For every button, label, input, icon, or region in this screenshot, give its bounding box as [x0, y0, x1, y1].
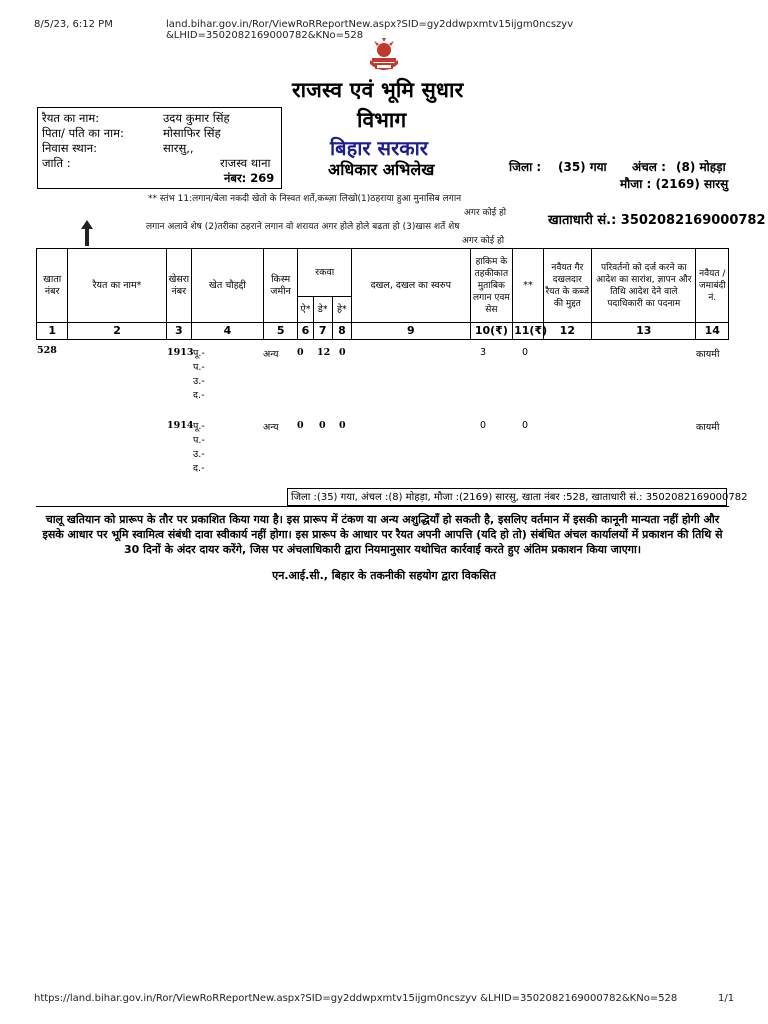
header-row	[37, 249, 729, 297]
row2-jamabandi: कायमी	[696, 422, 720, 433]
arrow-up-icon	[80, 220, 94, 246]
note-line-2: अगर कोई हो	[464, 208, 507, 218]
district-value: (35) गया	[558, 160, 607, 174]
boundary-west: प.-	[193, 362, 205, 373]
column-number-row	[37, 323, 729, 340]
dept-title: राजस्व एवं भूमि सुधार	[292, 77, 464, 102]
record-table	[36, 248, 729, 340]
nic-credit: एन.आई.सी., बिहार के तकनीकी सहयोग द्वारा विकसित	[272, 569, 496, 582]
col-num: 9	[352, 323, 471, 340]
residence-value: सारसु,,	[163, 141, 194, 155]
row1-landtype: अन्य	[263, 349, 279, 360]
col-num: 14	[696, 323, 729, 340]
col-num: 12	[543, 323, 592, 340]
row2-area-a: 0	[297, 420, 304, 431]
raiyat-name-row	[42, 111, 230, 126]
record-title: अधिकार अभिलेख	[328, 160, 435, 179]
row2-boundary	[193, 420, 205, 476]
raiyat-info-box	[37, 107, 282, 189]
print-datetime: 8/5/23, 6:12 PM	[34, 19, 113, 30]
boundary-north: उ.-	[193, 449, 205, 460]
print-url: land.bihar.gov.in/Ror/ViewRoRReportNew.aspx?SID=gy2ddwpxmtv15ijgm0ncszyv &LHID=3502082169000782&KNo=528	[166, 19, 574, 41]
circle-value: (8) मोहड़ा	[676, 160, 726, 174]
col-khata-header: खाता नंबर	[37, 249, 68, 323]
father-name-label: पिता/ पति का नाम:	[42, 126, 124, 140]
col-num: 7	[313, 323, 332, 340]
thana-number: नंबर: 269	[224, 171, 275, 185]
col-area-header: रकवा	[298, 249, 352, 297]
col-area-a-header: ऐ*	[298, 297, 313, 323]
col-num: 10(₹)	[470, 323, 513, 340]
row2-rent: 0	[480, 420, 487, 431]
footer-url: https://land.bihar.gov.in/Ror/ViewRoRReportNew.aspx?SID=gy2ddwpxmtv15ijgm0ncszyv &LHID=3502082169000782&KNo=528	[34, 993, 678, 1004]
row2-khesra: 1914	[167, 420, 194, 431]
col-area-d-header: डे*	[313, 297, 332, 323]
col-notes-header: **	[513, 249, 543, 323]
row1-jamabandi: कायमी	[696, 349, 720, 360]
boundary-east: पू.-	[193, 348, 205, 359]
col-num: 11(₹)	[513, 323, 543, 340]
col-num: 3	[166, 323, 191, 340]
col-possession-header: दखल, दखल का स्वरुप	[352, 249, 471, 323]
row2-area-h: 0	[339, 420, 346, 431]
col-changes-header: परिवर्तनो को दर्ज करने का आदेश का सारांश, ज्ञापन और तिथि आदेश देने वाले पदाधिकारी का पदनाम	[592, 249, 696, 323]
residence-row	[42, 141, 194, 156]
col-num: 1	[37, 323, 68, 340]
khatadhari-number: खाताधारी सं.: 3502082169000782	[548, 213, 766, 228]
col-landtype-header: किस्म जमीन	[263, 249, 297, 323]
col-num: 5	[263, 323, 297, 340]
row1-col11: 0	[522, 347, 529, 358]
govt-title: बिहार सरकार	[330, 136, 428, 160]
col-rent-header: हाकिम के तहकीकात मुताबिक लगान एवम सेस	[470, 249, 513, 323]
divider	[36, 506, 729, 507]
row1-area-a: 0	[297, 347, 304, 358]
circle-label: अंचल :	[632, 160, 666, 174]
col-num: 13	[592, 323, 696, 340]
bihar-emblem-icon	[364, 38, 404, 78]
col-num: 6	[298, 323, 313, 340]
thana-label: राजस्व थाना	[220, 156, 271, 170]
caste-label: जाति :	[42, 156, 71, 170]
col-num: 8	[332, 323, 351, 340]
row1-boundary	[193, 347, 205, 403]
residence-label: निवास स्थान:	[42, 141, 97, 155]
row2-landtype: अन्य	[263, 422, 279, 433]
note-line-1: ** स्तंभ 11:लगान/बेला नकदी खेतो के निस्वत शर्ते,कब्ज़ा लिखो(1)ठहराया हुआ मुनासिब लगान	[148, 194, 462, 204]
raiyat-name-value: उदय कुमार सिंह	[163, 111, 230, 125]
mauza-value: मौजा : (2169) सारसु	[620, 177, 729, 191]
note-line-3: लगान अलावे शेष (2)तरीका ठहराने लगान वो शरायत अगर होले होले बढता हो (3)खास शर्ते शेष	[146, 222, 460, 232]
col-khesra-header: खेसरा नंबर	[166, 249, 191, 323]
col-area-h-header: हे*	[332, 297, 351, 323]
caste-row	[42, 156, 71, 171]
row1-khesra: 1913	[167, 347, 194, 358]
boundary-south: द.-	[193, 463, 205, 474]
khata-number-value: 528	[37, 345, 57, 356]
dept-subtitle: विभाग	[357, 107, 407, 132]
col-boundary-header: खेत चौहद्दी	[192, 249, 264, 323]
row1-area-d: 12	[317, 347, 331, 358]
row2-area-d: 0	[319, 420, 326, 431]
col-period-header: नवैयत गैर दखलदार रैयत के कब्जे की मुद्दत	[543, 249, 592, 323]
boundary-east: पू.-	[193, 421, 205, 432]
raiyat-name-label: रैयत का नाम:	[42, 111, 100, 125]
father-name-row	[42, 126, 221, 141]
father-name-value: मोसाफिर सिंह	[163, 126, 221, 140]
row2-col11: 0	[522, 420, 529, 431]
boundary-south: द.-	[193, 390, 205, 401]
page-number: 1/1	[718, 993, 735, 1004]
col-num: 4	[192, 323, 264, 340]
summary-box: जिला :(35) गया, अंचल :(8) मोहड़ा, मौजा :(2169) सारसु, खाता नंबर :528, खाताधारी सं.: 3502082169000782	[287, 488, 727, 506]
note-line-4: अगर कोई हो	[462, 236, 505, 246]
boundary-west: प.-	[193, 435, 205, 446]
row1-area-h: 0	[339, 347, 346, 358]
boundary-north: उ.-	[193, 376, 205, 387]
row1-rent: 3	[480, 347, 487, 358]
col-num: 2	[68, 323, 166, 340]
col-raiyat-header: रैयत का नाम*	[68, 249, 166, 323]
district-label: जिला :	[509, 160, 542, 174]
col-jamabandi-header: नवैयत / जमाबंदी नं.	[696, 249, 729, 323]
disclaimer-text: चालू खतियान को प्रारूप के तौर पर प्रकाशित किया गया है। इस प्रारूप में टंकण या अन्य अशुद्धियाँ हो सकती है, इसलिए वर्तमान में इसकी कानूनी मान्यता नहीं होगी और इसके आधार पर भूमि स्वामित्व संबंधी दावा स्वीकार्य नहीं होगा। इस प्रारूप के आधार पर रैयत अपनी आपत्ति (यदि हो तो) संबंधित अंचल कार्यालयों में प्रकाशन की तिथि से 30 दिनों के अंदर दायर करेंगे, जिस पर अंचलाधिकारी द्वारा नियमानुसार यथोचित कार्रवाई करते हुए अंतिम प्रकाशन किया जाएगा।	[42, 513, 723, 556]
